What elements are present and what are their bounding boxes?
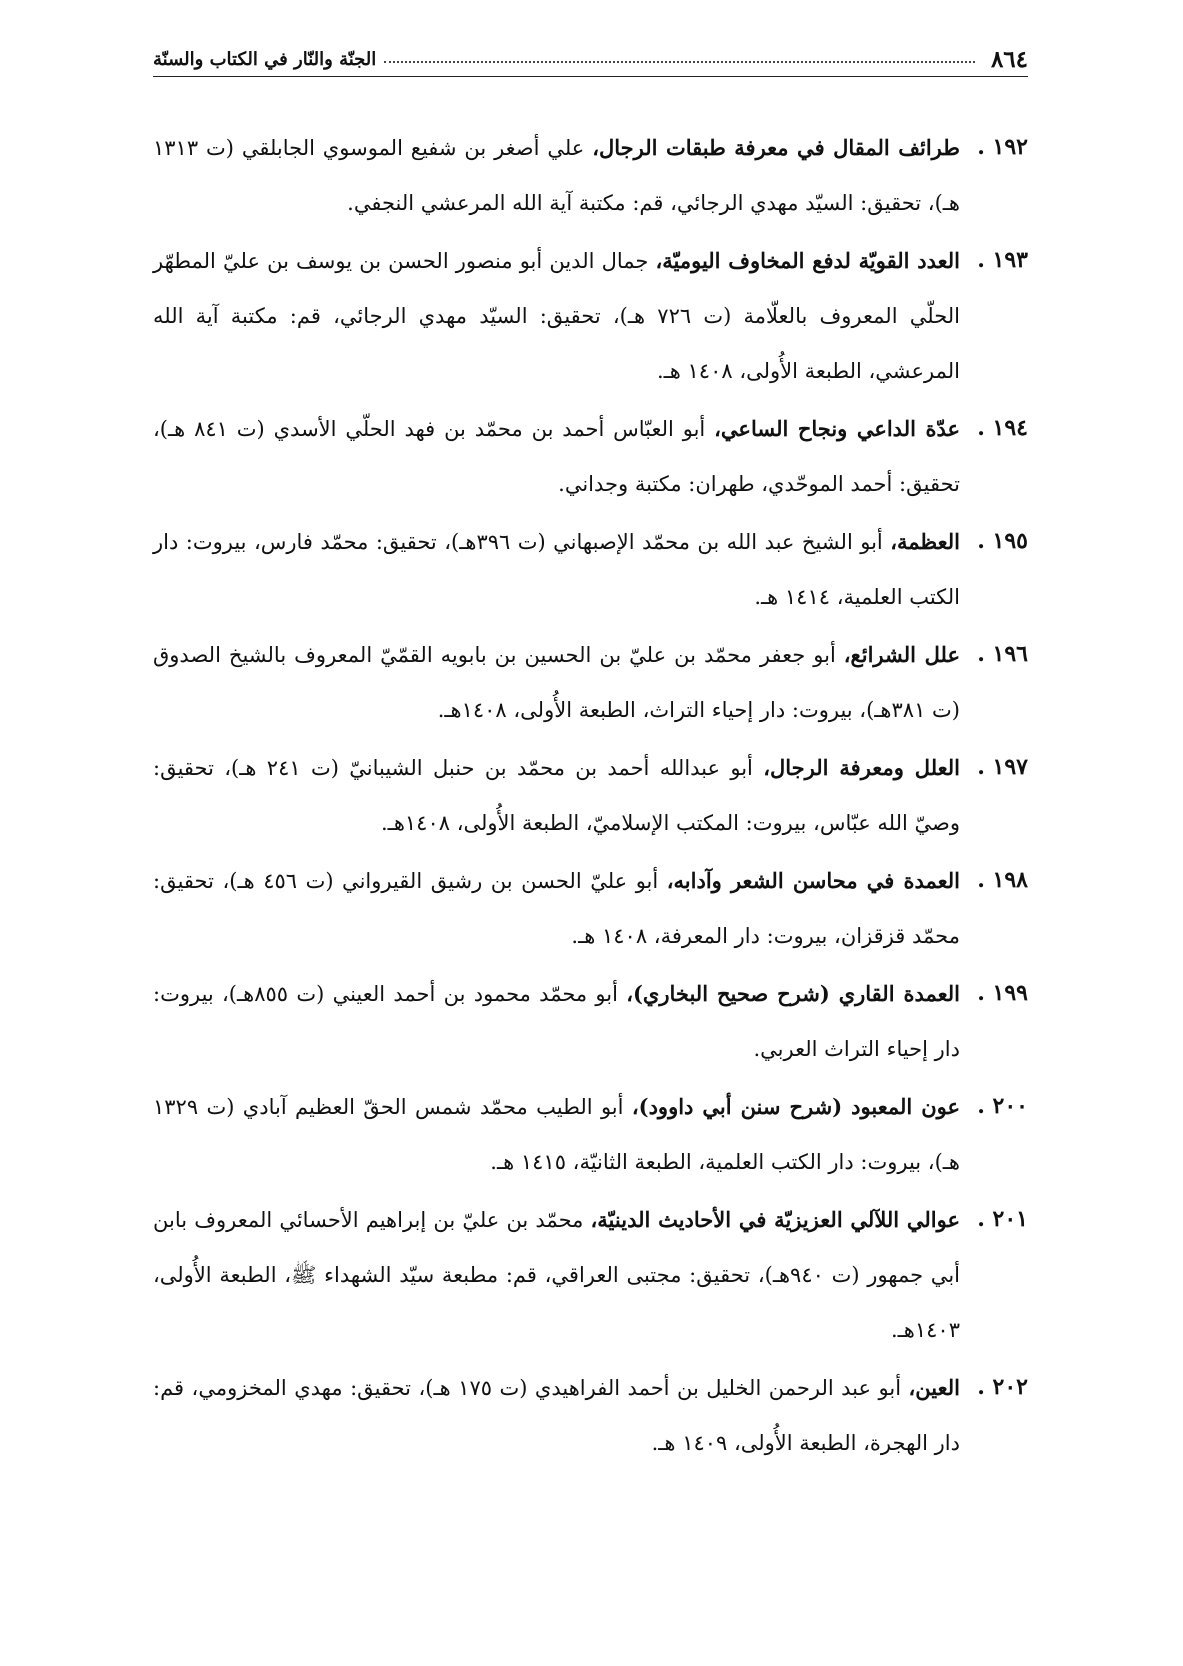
entry-title: علل الشرائع، (843, 642, 960, 667)
entry-number: ٢٠٢ . (977, 1374, 1028, 1400)
entry-details: أبو الطيب محمّد شمس الحقّ العظيم آبادي (ت ١٣٢٩ هـ)، بيروت: دار الكتب العلمية، الطبعة الثانيّة، ١٤١٥ هـ. (153, 1095, 960, 1174)
bibliography-entry (153, 401, 1028, 512)
bibliography-entry (153, 627, 1028, 738)
entry-number: ٢٠١ . (977, 1206, 1028, 1232)
entry-details: محمّد بن عليّ بن إبراهيم الأحسائي المعروف بابن أبي جمهور (ت ٩٤٠هـ)، تحقيق: مجتبى العراقي، قم: مطبعة سيّد الشهداء ﷺ، الطبعة الأُولى، ١٤٠٣هـ. (153, 1208, 960, 1342)
bibliography-entry (153, 740, 1028, 851)
entry-number: ١٩٤ . (977, 415, 1028, 441)
header-leader-dots (384, 61, 975, 63)
entry-details: جمال الدين أبو منصور الحسن بن يوسف بن عليّ المطهّر الحلّي المعروف بالعلّامة (ت ٧٢٦ هـ)، تحقيق: السيّد مهدي الرجائي، قم: مكتبة آية الله المرعشي، الطبعة الأُولى، ١٤٠٨ هـ. (153, 249, 960, 383)
entry-title: العدد القويّة لدفع المخاوف اليوميّة، (655, 248, 960, 273)
entry-number: ١٩٩ . (977, 980, 1028, 1006)
entry-number: ١٩٥ . (977, 528, 1028, 554)
bibliography-entry (153, 1360, 1028, 1471)
entry-number: ١٩٢ . (977, 134, 1028, 160)
entry-number: ١٩٨ . (977, 867, 1028, 893)
entry-details: علي أصغر بن شفيع الموسوي الجابلقي (ت ١٣١٣ هـ)، تحقيق: السيّد مهدي الرجائي، قم: مكتبة آية الله المرعشي النجفي. (153, 136, 960, 215)
entry-title: عدّة الداعي ونجاح الساعي، (714, 416, 960, 441)
entry-title: العمدة في محاسن الشعر وآدابه، (666, 868, 960, 893)
entry-details: أبو عبد الرحمن الخليل بن أحمد الفراهيدي (ت ١٧٥ هـ)، تحقيق: مهدي المخزومي، قم: دار الهجرة، الطبعة الأُولى، ١٤٠٩ هـ. (153, 1376, 960, 1455)
bibliography-entry (153, 966, 1028, 1077)
entry-details: أبو عليّ الحسن بن رشيق القيرواني (ت ٤٥٦ هـ)، تحقيق: محمّد قزقزان، بيروت: دار المعرفة، ١٤٠٨ هـ. (153, 869, 960, 948)
entry-number: ٢٠٠ . (977, 1093, 1028, 1119)
entry-title: العظمة، (890, 529, 960, 554)
bibliography-entry (153, 1079, 1028, 1190)
entry-details: أبو عبدالله أحمد بن محمّد بن حنبل الشيبانيّ (ت ٢٤١ هـ)، تحقيق: وصيّ الله عبّاس، بيروت: المكتب الإسلاميّ، الطبعة الأُولى، ١٤٠٨هـ. (153, 756, 960, 835)
entry-details: أبو الشيخ عبد الله بن محمّد الإصبهاني (ت ٣٩٦هـ)، تحقيق: محمّد فارس، بيروت: دار الكتب العلمية، ١٤١٤ هـ. (153, 530, 960, 609)
running-header (153, 42, 1028, 77)
page-number: ٨٦٤ (990, 45, 1028, 73)
entry-number: ١٩٦ . (977, 641, 1028, 667)
entry-title: عون المعبود (شرح سنن أبي داوود)، (631, 1094, 960, 1119)
bibliography-entry (153, 120, 1028, 231)
entry-title: عوالي اللآلي العزيزيّة في الأحاديث الدينيّة، (590, 1207, 960, 1232)
bibliography-entry (153, 853, 1028, 964)
entry-details: أبو جعفر محمّد بن عليّ بن الحسين بن بابويه القمّيّ المعروف بالشيخ الصدوق (ت ٣٨١هـ)، بيروت: دار إحياء التراث، الطبعة الأُولى، ١٤٠٨هـ. (153, 643, 960, 722)
entry-title: العين، (908, 1375, 960, 1400)
bibliography-entry (153, 1192, 1028, 1358)
entry-title: العلل ومعرفة الرجال، (763, 755, 961, 780)
bibliography-entry (153, 514, 1028, 625)
running-book-title: الجنّة والنّار في الكتاب والسنّة (153, 48, 377, 70)
entry-title: طرائف المقال في معرفة طبقات الرجال، (592, 135, 960, 160)
entry-details: أبو العبّاس أحمد بن محمّد بن فهد الحلّي الأسدي (ت ٨٤١ هـ)، تحقيق: أحمد الموحّدي، طهران: مكتبة وجداني. (153, 417, 960, 496)
entry-details: أبو محمّد محمود بن أحمد العيني (ت ٨٥٥هـ)، بيروت: دار إحياء التراث العربي. (153, 982, 960, 1061)
entry-number: ١٩٣ . (977, 247, 1028, 273)
bibliography-entry (153, 233, 1028, 399)
entry-number: ١٩٧ . (977, 754, 1028, 780)
bibliography-list (153, 120, 1028, 1473)
entry-title: العمدة القاري (شرح صحيح البخاري)، (626, 981, 960, 1006)
